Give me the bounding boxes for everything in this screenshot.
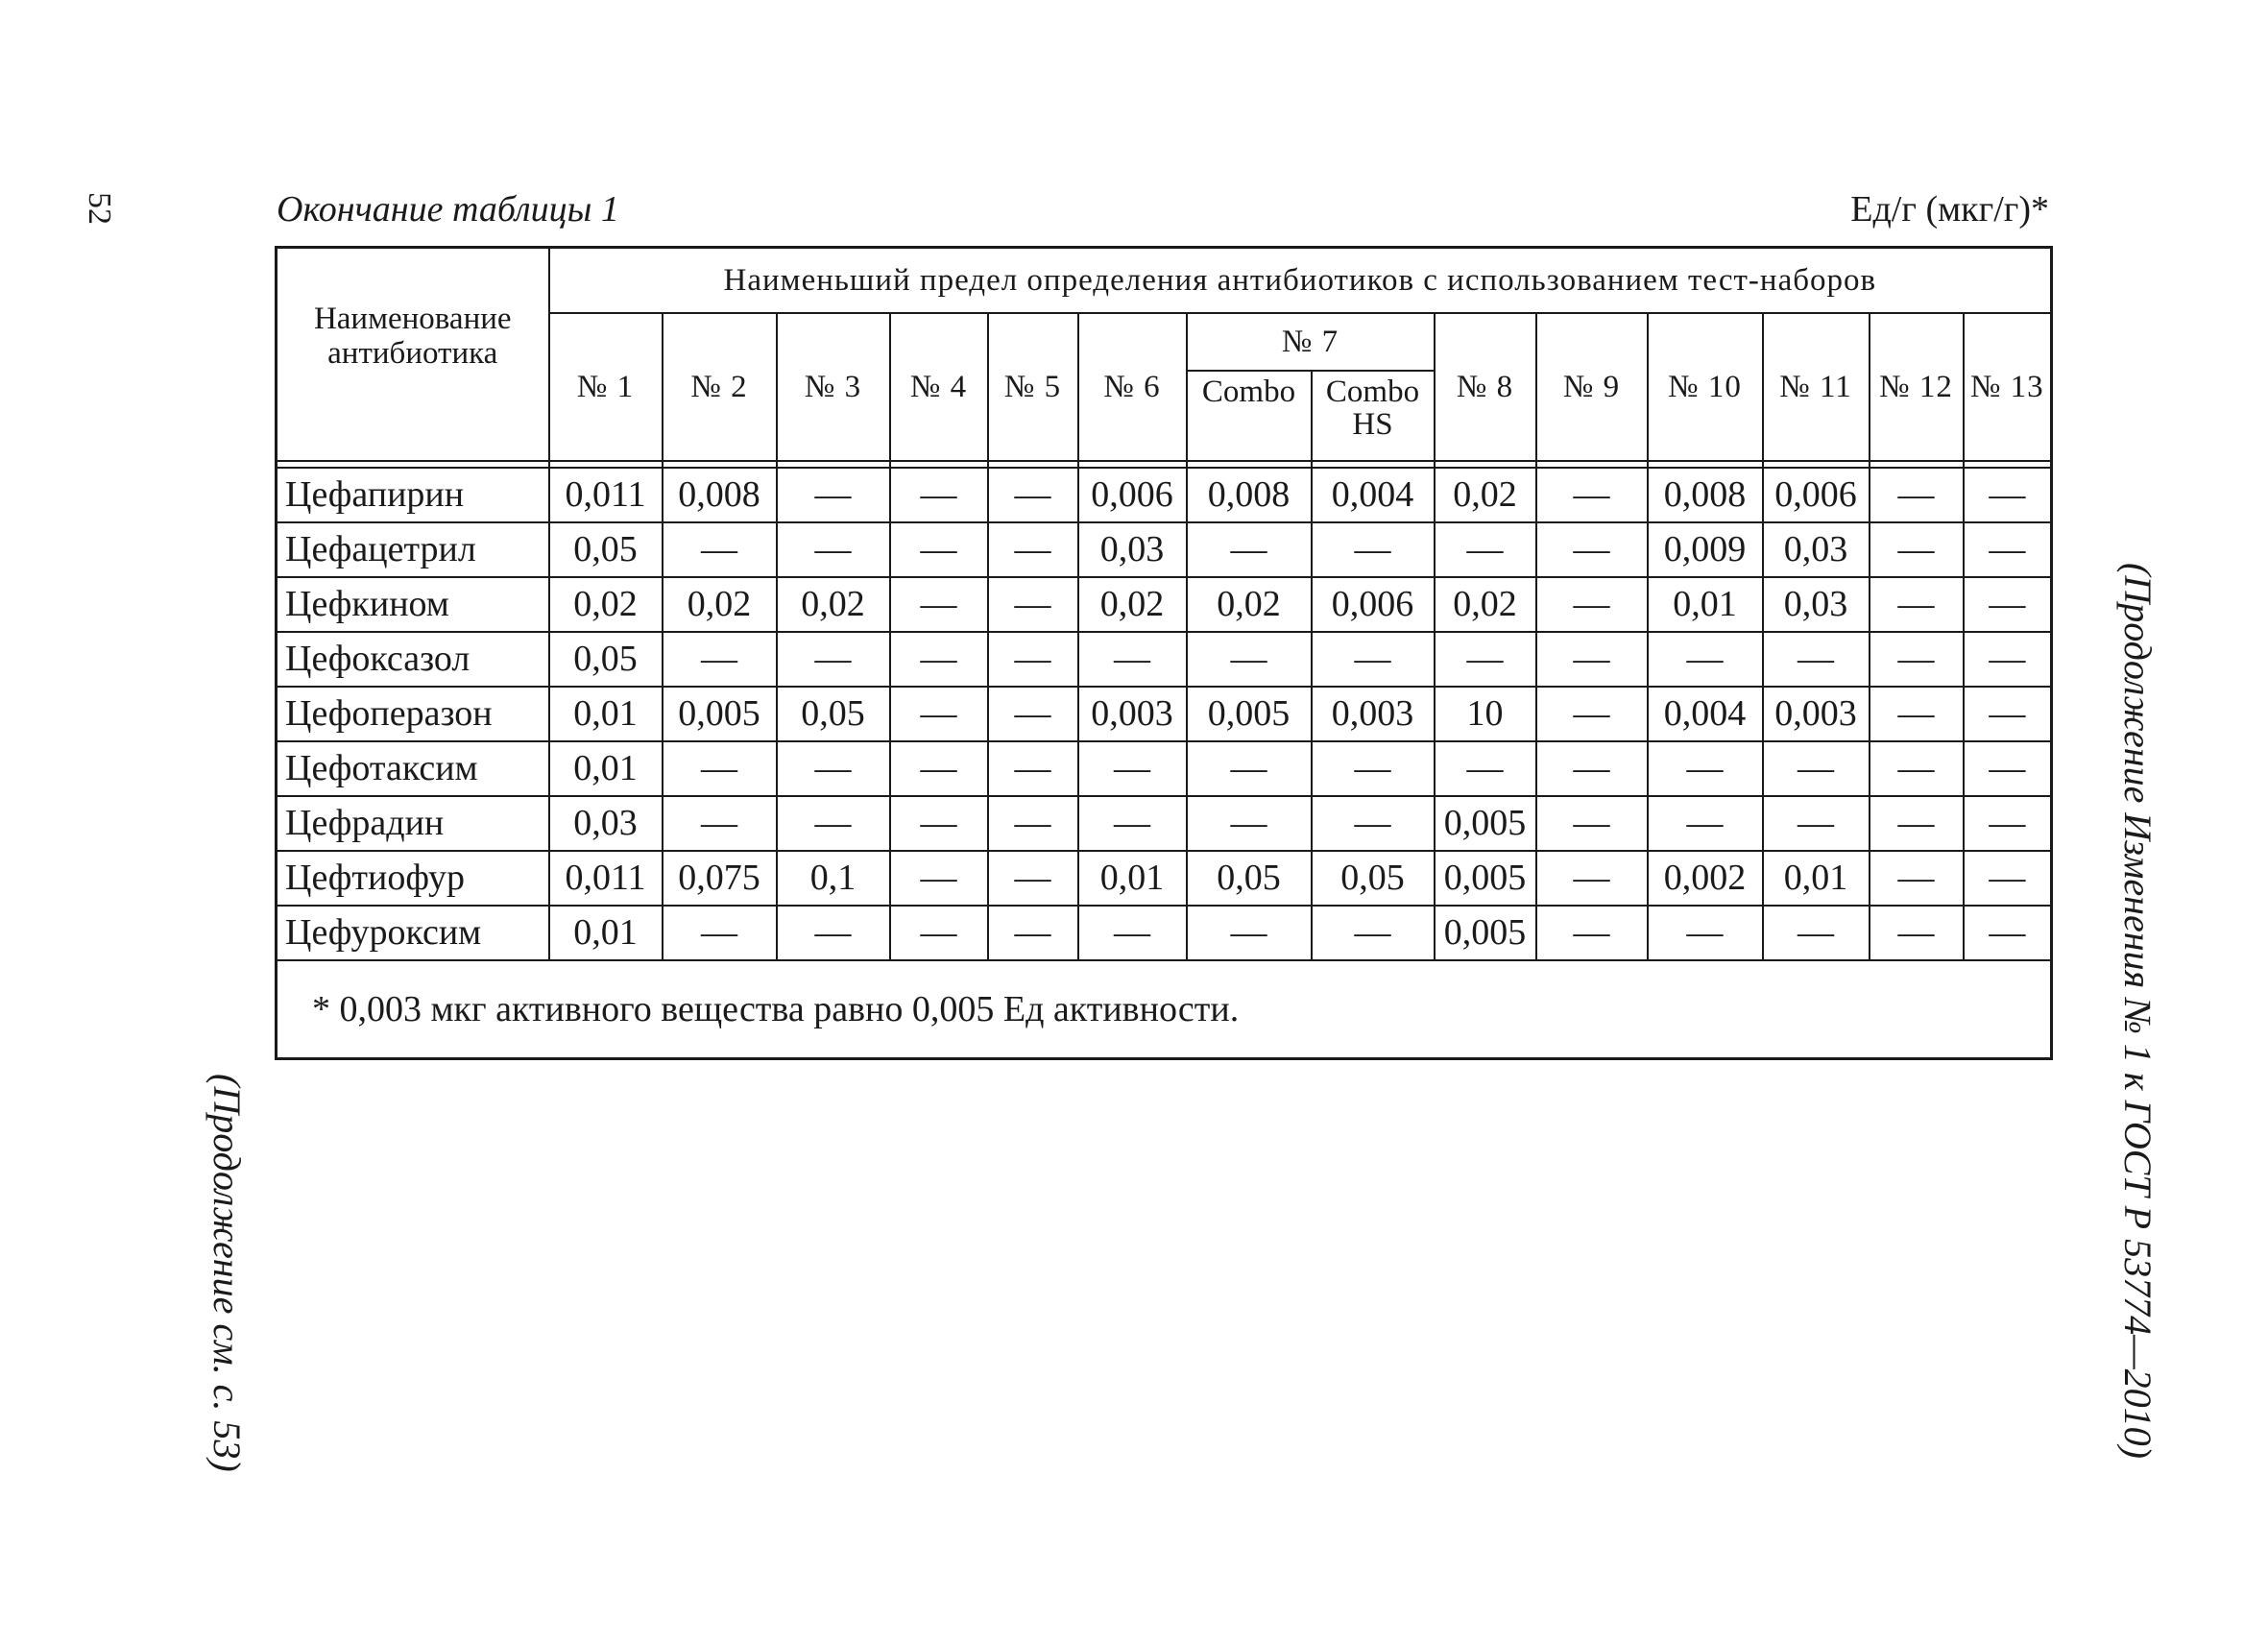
value-cell: — xyxy=(1870,577,1964,632)
value-cell: — xyxy=(1078,796,1187,851)
value-cell: 0,008 xyxy=(1187,468,1312,522)
value-cell: — xyxy=(1763,741,1870,796)
value-cell: 0,03 xyxy=(1078,522,1187,577)
header-kit-6: № 6 xyxy=(1078,313,1187,461)
value-cell: — xyxy=(1964,468,2052,522)
value-cell: — xyxy=(1312,522,1435,577)
table-row xyxy=(277,741,2052,796)
value-cell: — xyxy=(1870,851,1964,906)
header-kit-3: № 3 xyxy=(777,313,890,461)
value-cell: — xyxy=(890,687,988,741)
table-row xyxy=(277,796,2052,851)
value-cell: 0,05 xyxy=(1312,851,1435,906)
value-cell: — xyxy=(1648,906,1763,960)
value-cell: — xyxy=(1536,741,1648,796)
value-cell: 0,03 xyxy=(1763,577,1870,632)
header-kit-4: № 4 xyxy=(890,313,988,461)
header-kit-7: № 7 xyxy=(1187,313,1435,371)
value-cell: — xyxy=(663,632,777,687)
value-cell: 0,003 xyxy=(1763,687,1870,741)
value-cell: 0,02 xyxy=(777,577,890,632)
value-cell: — xyxy=(1870,906,1964,960)
value-cell: — xyxy=(1870,741,1964,796)
table-row xyxy=(277,522,2052,577)
antibiotic-name-cell: Цефкином xyxy=(277,577,549,632)
value-cell: — xyxy=(988,632,1078,687)
value-cell: 0,03 xyxy=(1763,522,1870,577)
value-cell: 0,008 xyxy=(1648,468,1763,522)
value-cell: — xyxy=(1187,796,1312,851)
value-cell: — xyxy=(1870,796,1964,851)
value-cell: — xyxy=(1435,632,1536,687)
value-cell: — xyxy=(1536,632,1648,687)
value-cell: 0,02 xyxy=(663,577,777,632)
value-cell: — xyxy=(1964,741,2052,796)
side-note-continuation: (Продолжение см. с. 53) xyxy=(205,1074,249,1472)
value-cell: — xyxy=(1078,741,1187,796)
table-row xyxy=(277,687,2052,741)
table-row xyxy=(277,632,2052,687)
side-note-amendment: (Продолжение Изменения № 1 к ГОСТ Р 53774—2010) xyxy=(2116,563,2159,1459)
value-cell: — xyxy=(890,577,988,632)
antibiotic-name-cell: Цефтиофур xyxy=(277,851,549,906)
value-cell: — xyxy=(777,468,890,522)
value-cell: 0,005 xyxy=(1435,906,1536,960)
value-cell: 0,009 xyxy=(1648,522,1763,577)
value-cell: 0,003 xyxy=(1078,687,1187,741)
value-cell: 0,02 xyxy=(549,577,663,632)
value-cell: 0,02 xyxy=(1187,577,1312,632)
header-separator xyxy=(277,461,2052,468)
value-cell: — xyxy=(1536,522,1648,577)
value-cell: 0,02 xyxy=(1078,577,1187,632)
value-cell: — xyxy=(890,796,988,851)
value-cell: — xyxy=(1964,796,2052,851)
value-cell: 10 xyxy=(1435,687,1536,741)
value-cell: 0,003 xyxy=(1312,687,1435,741)
header-kit-10: № 10 xyxy=(1648,313,1763,461)
units-label: Ед/г (мкг/г)* xyxy=(1850,189,2049,230)
value-cell: — xyxy=(1078,906,1187,960)
value-cell: 0,004 xyxy=(1312,468,1435,522)
value-cell: — xyxy=(1964,906,2052,960)
value-cell: — xyxy=(988,468,1078,522)
value-cell: 0,03 xyxy=(549,796,663,851)
value-cell: 0,01 xyxy=(1078,851,1187,906)
header-kit-7-combo-hs: Combo HS xyxy=(1312,371,1435,461)
value-cell: — xyxy=(988,577,1078,632)
header-kit-9: № 9 xyxy=(1536,313,1648,461)
value-cell: — xyxy=(1536,687,1648,741)
value-cell: — xyxy=(663,741,777,796)
value-cell: — xyxy=(1187,632,1312,687)
value-cell: — xyxy=(890,632,988,687)
value-cell: — xyxy=(777,741,890,796)
value-cell: — xyxy=(1964,687,2052,741)
value-cell: — xyxy=(1312,796,1435,851)
value-cell: — xyxy=(777,906,890,960)
table-row xyxy=(277,906,2052,960)
table-row xyxy=(277,577,2052,632)
value-cell: 0,005 xyxy=(1435,851,1536,906)
value-cell: 0,01 xyxy=(549,906,663,960)
value-cell: 0,02 xyxy=(1435,577,1536,632)
value-cell: 0,006 xyxy=(1312,577,1435,632)
antibiotic-name-cell: Цефрадин xyxy=(277,796,549,851)
value-cell: 0,005 xyxy=(1435,796,1536,851)
antibiotic-name-cell: Цефуроксим xyxy=(277,906,549,960)
value-cell: 0,01 xyxy=(1763,851,1870,906)
value-cell: — xyxy=(1964,632,2052,687)
value-cell: 0,075 xyxy=(663,851,777,906)
value-cell: 0,05 xyxy=(1187,851,1312,906)
value-cell: — xyxy=(663,522,777,577)
antibiotic-name-cell: Цефацетрил xyxy=(277,522,549,577)
value-cell: 0,011 xyxy=(549,468,663,522)
value-cell: — xyxy=(988,906,1078,960)
value-cell: — xyxy=(1763,796,1870,851)
value-cell: — xyxy=(1648,741,1763,796)
antibiotics-table xyxy=(275,246,2053,1060)
value-cell: — xyxy=(1187,741,1312,796)
value-cell: 0,004 xyxy=(1648,687,1763,741)
value-cell: 0,006 xyxy=(1763,468,1870,522)
value-cell: — xyxy=(988,741,1078,796)
value-cell: — xyxy=(1870,522,1964,577)
value-cell: — xyxy=(777,796,890,851)
value-cell: — xyxy=(1870,687,1964,741)
antibiotic-name-cell: Цефотаксим xyxy=(277,741,549,796)
value-cell: 0,02 xyxy=(1435,468,1536,522)
value-cell: — xyxy=(1312,906,1435,960)
value-cell: — xyxy=(1078,632,1187,687)
value-cell: — xyxy=(1964,522,2052,577)
value-cell: — xyxy=(1648,632,1763,687)
value-cell: — xyxy=(988,522,1078,577)
value-cell: — xyxy=(1964,851,2052,906)
value-cell: — xyxy=(1312,741,1435,796)
value-cell: — xyxy=(988,687,1078,741)
value-cell: — xyxy=(1536,851,1648,906)
header-kit-8: № 8 xyxy=(1435,313,1536,461)
value-cell: 0,01 xyxy=(549,687,663,741)
value-cell: 0,006 xyxy=(1078,468,1187,522)
value-cell: — xyxy=(1312,632,1435,687)
header-kit-7-combo: Combo xyxy=(1187,371,1312,461)
value-cell: — xyxy=(1536,468,1648,522)
value-cell: — xyxy=(890,851,988,906)
table-row xyxy=(277,851,2052,906)
value-cell: — xyxy=(1536,577,1648,632)
value-cell: 0,002 xyxy=(1648,851,1763,906)
antibiotic-name-cell: Цефапирин xyxy=(277,468,549,522)
value-cell: 0,008 xyxy=(663,468,777,522)
value-cell: 0,01 xyxy=(1648,577,1763,632)
header-antibiotic-name: Наименование антибиотика xyxy=(277,248,549,461)
antibiotic-name-cell: Цефоперазон xyxy=(277,687,549,741)
value-cell: 0,01 xyxy=(549,741,663,796)
value-cell: — xyxy=(663,906,777,960)
value-cell: — xyxy=(1870,632,1964,687)
value-cell: — xyxy=(663,796,777,851)
value-cell: — xyxy=(1763,906,1870,960)
value-cell: — xyxy=(988,796,1078,851)
value-cell: — xyxy=(988,851,1078,906)
value-cell: 0,05 xyxy=(549,522,663,577)
value-cell: 0,05 xyxy=(549,632,663,687)
value-cell: — xyxy=(890,906,988,960)
table-footnote: * 0,003 мкг активного вещества равно 0,005 Ед активности. xyxy=(277,960,2052,1059)
value-cell: — xyxy=(1536,906,1648,960)
header-kit-13: № 13 xyxy=(1964,313,2052,461)
value-cell: — xyxy=(1648,796,1763,851)
header-kit-5: № 5 xyxy=(988,313,1078,461)
header-group-title: Наименьший предел определения антибиотиков с использованием тест-наборов xyxy=(549,248,2052,313)
value-cell: — xyxy=(777,632,890,687)
value-cell: 0,011 xyxy=(549,851,663,906)
header-kit-11: № 11 xyxy=(1763,313,1870,461)
page-number: 52 xyxy=(82,192,117,225)
value-cell: — xyxy=(1536,796,1648,851)
header-kit-12: № 12 xyxy=(1870,313,1964,461)
value-cell: 0,1 xyxy=(777,851,890,906)
value-cell: 0,005 xyxy=(1187,687,1312,741)
value-cell: — xyxy=(890,741,988,796)
value-cell: 0,05 xyxy=(777,687,890,741)
header-kit-1: № 1 xyxy=(549,313,663,461)
value-cell: — xyxy=(777,522,890,577)
table-row xyxy=(277,468,2052,522)
table-caption: Окончание таблицы 1 xyxy=(277,189,619,230)
value-cell: — xyxy=(1870,468,1964,522)
value-cell: — xyxy=(1187,522,1312,577)
value-cell: — xyxy=(1435,741,1536,796)
value-cell: — xyxy=(1187,906,1312,960)
value-cell: — xyxy=(890,468,988,522)
antibiotic-name-cell: Цефоксазол xyxy=(277,632,549,687)
value-cell: 0,005 xyxy=(663,687,777,741)
value-cell: — xyxy=(1435,522,1536,577)
value-cell: — xyxy=(890,522,988,577)
header-kit-2: № 2 xyxy=(663,313,777,461)
value-cell: — xyxy=(1763,632,1870,687)
value-cell: — xyxy=(1964,577,2052,632)
